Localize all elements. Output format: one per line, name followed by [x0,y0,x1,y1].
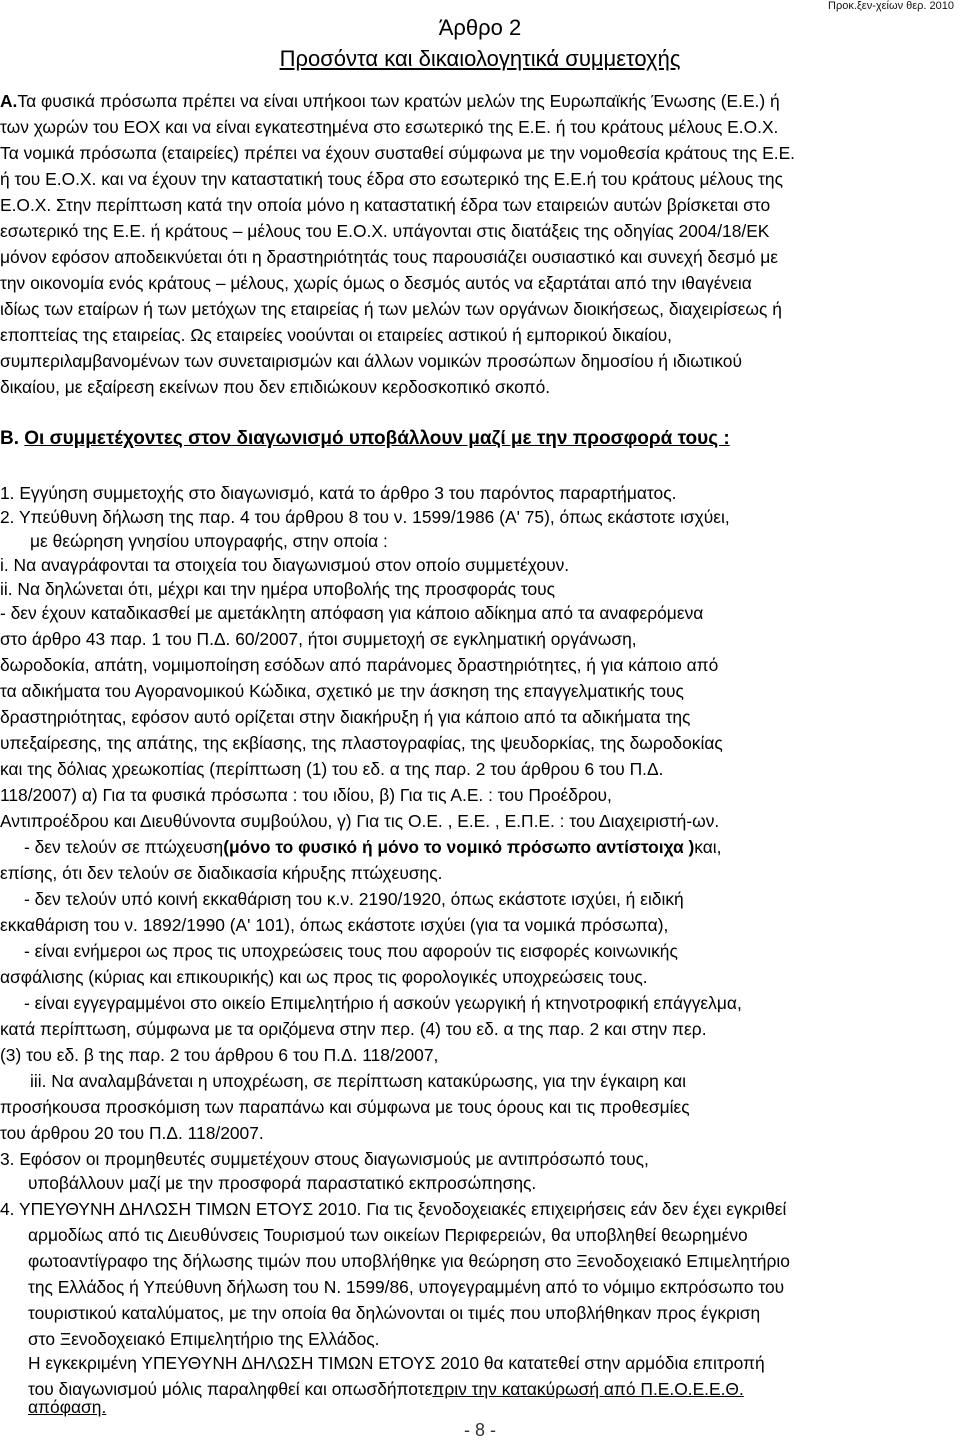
list-item: 3. Εφόσον οι προμηθευτές συμμετέχουν στους διαγωνισμούς με αντιπρόσωπό τους, [0,1149,649,1169]
section-b-heading-line [0,424,960,454]
section-a-line-5: Ε.Ο.Χ. Στην περίπτωση κατά την οποία μόνο η καταστατική έδρα των εταιρειών αυτών βρίσκεται στο [0,195,771,215]
list-item: επίσης, ότι δεν τελούν σε διαδικασία κήρυξης πτώχευσης. [0,863,443,883]
list-item: ii. Να δηλώνεται ότι, μέχρι και την ημέρα υποβολής της προσφοράς τους [0,579,556,599]
list-item: - δεν έχουν καταδικασθεί με αμετάκλητη απόφαση για κάποιο αδίκημα από τα αναφερόμενα [0,603,704,623]
list-item: Αντιπροέδρου και Διευθύνοντα συμβούλου, γ) Για τις Ο.Ε. , Ε.Ε. , Ε.Π.Ε. : του Διαχειριστή-ων. [0,811,720,831]
section-a-line-10: εποπτείας της εταιρείας. Ως εταιρείες νοούνται οι εταιρείες αστικού ή εμπορικού δικαίου, [0,325,673,345]
section-a-line-6: εσωτερικό της Ε.Ε. ή κράτους – μέλους του Ε.Ο.Χ. υπάγονται στις διατάξεις της οδηγίας 2004/18/ΕΚ [0,221,770,241]
list-item: 2. Υπεύθυνη δήλωση της παρ. 4 του άρθρου 8 του ν. 1599/1986 (Α' 75), όπως εκάστοτε ισχύει, [0,507,730,527]
list-item: του άρθρου 20 του Π.Δ. 118/2007. [0,1123,264,1143]
section-a-line-2: των χωρών του ΕΟΧ και να είναι εγκατεστημένα στο εσωτερικό της Ε.Ε. ή του κράτους μέλους Ε.Ο.Χ. [0,117,779,137]
list-item: τουριστικού καταλύματος, με την οποία θα δηλώνονται οι τιμές που υποβλήθηκαν προς έγκριση [28,1303,761,1323]
list-item: υπεξαίρεσης, της απάτης, της εκβίασης, της πλαστογραφίας, της ψευδορκίας, της δωροδοκίας [0,733,723,753]
section-a-line-7: μόνον εφόσον αποδεικνύεται ότι η δραστηριότητάς τους παρουσιάζει ουσιαστικό και συνεχή δεσμό με [0,247,779,267]
section-a-line-12: δικαίου, με εξαίρεση εκείνων που δεν επιδιώκουν κερδοσκοπικό σκοπό. [0,377,551,397]
section-a-line-1 [0,88,960,114]
section-a-line-3: Τα νομικά πρόσωπα (εταιρείες) πρέπει να έχουν συσταθεί σύμφωνα με την νομοθεσία κράτους της Ε.Ε. [0,143,796,163]
list-item: προσήκουσα προσκόμιση των παραπάνω και σύμφωνα με τους όρους και τις προθεσμίες [0,1097,690,1117]
section-a-line-8: την οικονομία ενός κράτους – μέλους, χωρίς όμως ο δεσμός αυτός να εξαρτάται από την ιθαγένεια [0,273,752,293]
list-item: Η εγκεκριμένη ΥΠΕΥΘΥΝΗ ΔΗΛΩΣΗ ΤΙΜΩΝ ΕΤΟΥΣ 2010 θα κατατεθεί στην αρμόδια επιτροπή [28,1353,765,1373]
list-text-underlined: πριν την κατακύρωσή από Π.Ε.Ο.Ε.Ε.Θ. [432,1379,744,1399]
article-number: Άρθρο 2 [438,15,522,40]
list-item: - είναι εγγεγραμμένοι στο οικείο Επιμελητήριο ή ασκούν γεωργική ή κτηνοτροφική επάγγελμα, [24,993,742,1013]
section-b-label: Β. [0,428,19,449]
list-item: (3) του εδ. β της παρ. 2 του άρθρου 6 του Π.Δ. 118/2007, [0,1045,439,1065]
list-item: 4. ΥΠΕΥΘΥΝΗ ΔΗΛΩΣΗ ΤΙΜΩΝ ΕΤΟΥΣ 2010. Για τις ξενοδοχειακές επιχειρήσεις εάν δεν έχει εγκριθεί [0,1199,787,1219]
list-item [28,1396,960,1418]
list-item: φωτοαντίγραφο της δήλωσης τιμών που υποβλήθηκε για θεώρηση στο Ξενοδοχειακό Επιμελητήριο [28,1251,790,1271]
section-a-label: Α. [0,91,18,111]
list-text-bold: (μόνο το φυσικό ή μόνο το νομικό πρόσωπο αντίστοιχα ) [223,837,695,857]
list-item: της Ελλάδος ή Υπεύθυνη δήλωση του Ν. 1599/86, υπογεγραμμένη από το νόμιμο εκπρόσωπο του [28,1277,785,1297]
list-item: - είναι ενήμεροι ως προς τις υποχρεώσεις τους που αφορούν τις εισφορές κοινωνικής [24,941,678,961]
section-a-line-9: ιδίως των εταίρων ή των μετόχων της εταιρείας ή των μελών των οργάνων διοικήσεως, διαχειρίσεως ή [0,299,782,319]
list-item: και της δόλιας χρεωκοπίας (περίπτωση (1) του εδ. α της παρ. 2 του άρθρου 6 του Π.Δ. [0,759,664,779]
list-item: στο άρθρο 43 παρ. 1 του Π.Δ. 60/2007, ήτοι συμμετοχή σε εγκληματική οργάνωση, [0,629,637,649]
section-a-text: Τα φυσικά πρόσωπα πρέπει να είναι υπήκοοι των κρατών μελών της Ευρωπαϊκής Ένωσης (Ε.Ε.) ή [17,91,780,111]
list-item: i. Να αναγράφονται τα στοιχεία του διαγωνισμού στον οποίο συμμετέχουν. [0,555,570,575]
list-text: του διαγωνισμού μόλις παραληφθεί και οπωσδήποτε [28,1379,433,1399]
list-item: υποβάλλουν μαζί με την προσφορά παραστατικό εκπροσώπησης. [28,1173,537,1193]
section-a-line-11: συμπεριλαμβανομένων των συνεταιρισμών και άλλων νομικών προσώπων δημοσίου ή ιδιωτικού [0,351,742,371]
corner-note: Προκ.ξεν-χείων θερ. 2010 [828,0,954,12]
list-item: iii. Να αναλαμβάνεται η υποχρέωση, σε περίπτωση κατακύρωσης, για την έγκαιρη και [30,1071,687,1091]
list-item: με θεώρηση γνησίου υπογραφής, στην οποία : [30,531,388,551]
list-item: - δεν τελούν υπό κοινή εκκαθάριση του κ.ν. 2190/1920, όπως εκάστοτε ισχύει, ή ειδική [24,889,684,909]
page-number: - 8 - [463,1420,496,1440]
list-item: ασφάλισης (κύριας και επικουρικής) και ως προς τις φορολογικές υποχρεώσεις τους. [0,967,648,987]
list-item: αρμοδίως από τις Διευθύνσεις Τουρισμού των οικείων Περιφερειών, θα υποβληθεί θεωρημένο [28,1225,748,1245]
list-item: στο Ξενοδοχειακό Επιμελητήριο της Ελλάδος. [28,1329,380,1349]
list-item: τα αδικήματα του Αγορανομικού Κώδικα, σχετικό με την άσκηση της επαγγελματικής τους [0,681,684,701]
list-item [24,834,960,860]
list-item: εκκαθάριση του ν. 1892/1990 (Α' 101), όπως εκάστοτε ισχύει (για τα νομικά πρόσωπα), [0,915,669,935]
list-text: και, [694,837,722,857]
list-item: δωροδοκία, απάτη, νομιμοποίηση εσόδων από παράνομες δραστηριότητες, ή για κάποιο από [0,655,719,675]
section-b-heading: Οι συμμετέχοντες στον διαγωνισμό υποβάλλουν μαζί με την προσφορά τους : [24,428,730,449]
list-text: - δεν τελούν σε πτώχευση [24,837,224,857]
list-item: δραστηριότητας, εφόσον αυτό ορίζεται στην διακήρυξη ή για κάποιο από τα αδικήματα της [0,707,691,727]
list-text-underlined: απόφαση. [28,1397,107,1417]
section-a-line-4: ή του Ε.Ο.Χ. και να έχουν την καταστατική τους έδρα στο εσωτερικό της Ε.Ε.ή του κράτους μέλους της [0,169,783,189]
list-item: κατά περίπτωση, σύμφωνα με τα οριζόμενα στην περ. (4) του εδ. α της παρ. 2 και στην περ. [0,1019,707,1039]
list-item: 1. Εγγύηση συμμετοχής στο διαγωνισμό, κατά το άρθρο 3 του παρόντος παραρτήματος. [0,483,677,503]
article-title: Προσόντα και δικαιολογητικά συμμετοχής [279,46,681,71]
list-item: 118/2007) α) Για τα φυσικά πρόσωπα : του ιδίου, β) Για τις Α.Ε. : του Προέδρου, [0,785,612,805]
